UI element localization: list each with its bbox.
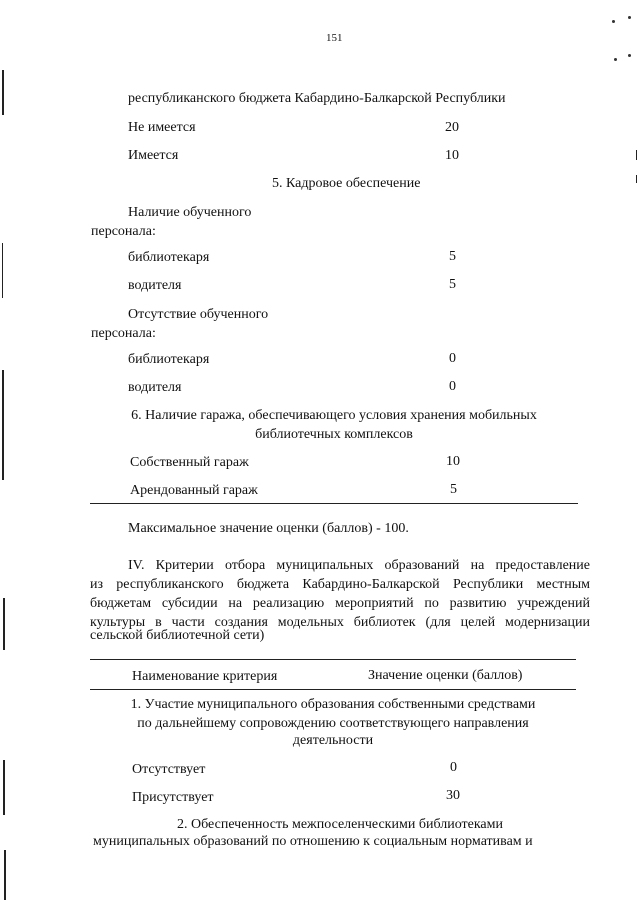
- row-label: водителя: [128, 380, 182, 395]
- scan-mark: [2, 70, 4, 115]
- row-label: библиотекаря: [128, 352, 210, 367]
- scan-dot: [614, 58, 617, 61]
- row-value: 5: [449, 277, 456, 292]
- section-iv-line5: сельской библиотечной сети): [90, 628, 265, 643]
- table-header-score: Значение оценки (баллов): [368, 668, 523, 683]
- section-iv-line2: из республиканского бюджета Кабардино-Балкарской Республики местным: [90, 577, 590, 592]
- row-value: 30: [446, 788, 460, 803]
- row-value: 10: [445, 148, 459, 163]
- row-value: 10: [446, 454, 460, 469]
- page-number: 151: [326, 32, 343, 44]
- row-value: 0: [449, 379, 456, 394]
- row-label: Собственный гараж: [130, 455, 249, 470]
- row-label: Отсутствует: [132, 762, 206, 777]
- row-label: Арендованный гараж: [130, 483, 258, 498]
- row-value: 0: [450, 760, 457, 775]
- criterion-1-line3: деятельности: [292, 733, 374, 748]
- scan-mark: [2, 370, 4, 480]
- table-header-rule: [90, 689, 576, 690]
- row-value: 20: [445, 120, 459, 135]
- scan-mark: [636, 175, 637, 183]
- untrained-staff-line1: Отсутствие обученного: [128, 307, 269, 322]
- criterion-1-line1: 1. Участие муниципального образования собственными средствами: [130, 697, 536, 712]
- untrained-staff-line2: персонала:: [91, 326, 156, 341]
- scan-dot: [628, 16, 631, 19]
- criterion-2-line2: муниципальных образований по отношению к социальным нормативам и: [93, 834, 533, 849]
- section-iv-line4: культуры в части создания модельных библиотек (для целей модернизации: [90, 615, 590, 630]
- scan-mark: [3, 598, 5, 650]
- section-iv-line3: бюджетам субсидии на реализацию мероприятий по развитию учреждений: [90, 596, 590, 611]
- criterion-2-line1: 2. Обеспеченность межпоселенческими библиотеками: [177, 817, 503, 832]
- row-label: Не имеется: [128, 120, 196, 135]
- section-5-title: 5. Кадровое обеспечение: [272, 176, 421, 191]
- section-iv-line1: IV. Критерии отбора муниципальных образований на предоставление: [128, 558, 590, 573]
- row-value: 5: [450, 482, 457, 497]
- table-bottom-rule: [90, 503, 578, 504]
- trained-staff-line1: Наличие обученного: [128, 205, 252, 220]
- scan-dot: [628, 54, 631, 57]
- section-6-title-line1: 6. Наличие гаража, обеспечивающего условия хранения мобильных: [131, 408, 537, 423]
- scan-mark: [2, 243, 3, 298]
- scan-dot: [612, 20, 615, 23]
- trained-staff-line2: персонала:: [91, 224, 156, 239]
- scan-mark: [4, 850, 6, 900]
- scan-mark: [636, 150, 637, 160]
- scan-mark: [3, 760, 5, 815]
- row-value: 0: [449, 351, 456, 366]
- row-label: Имеется: [128, 148, 179, 163]
- section-6-title-line2: библиотечных комплексов: [255, 427, 413, 442]
- table-top-rule: [90, 659, 576, 660]
- row-label: водителя: [128, 278, 182, 293]
- row-label: библиотекаря: [128, 250, 210, 265]
- table-header-criterion: Наименование критерия: [132, 669, 278, 684]
- row-value: 5: [449, 249, 456, 264]
- max-score-text: Максимальное значение оценки (баллов) - 100.: [128, 521, 409, 536]
- criterion-1-line2: по дальнейшему сопровождению соответствующего направления: [137, 716, 529, 731]
- budget-line: республиканского бюджета Кабардино-Балкарской Республики: [128, 91, 506, 106]
- row-label: Присутствует: [132, 790, 214, 805]
